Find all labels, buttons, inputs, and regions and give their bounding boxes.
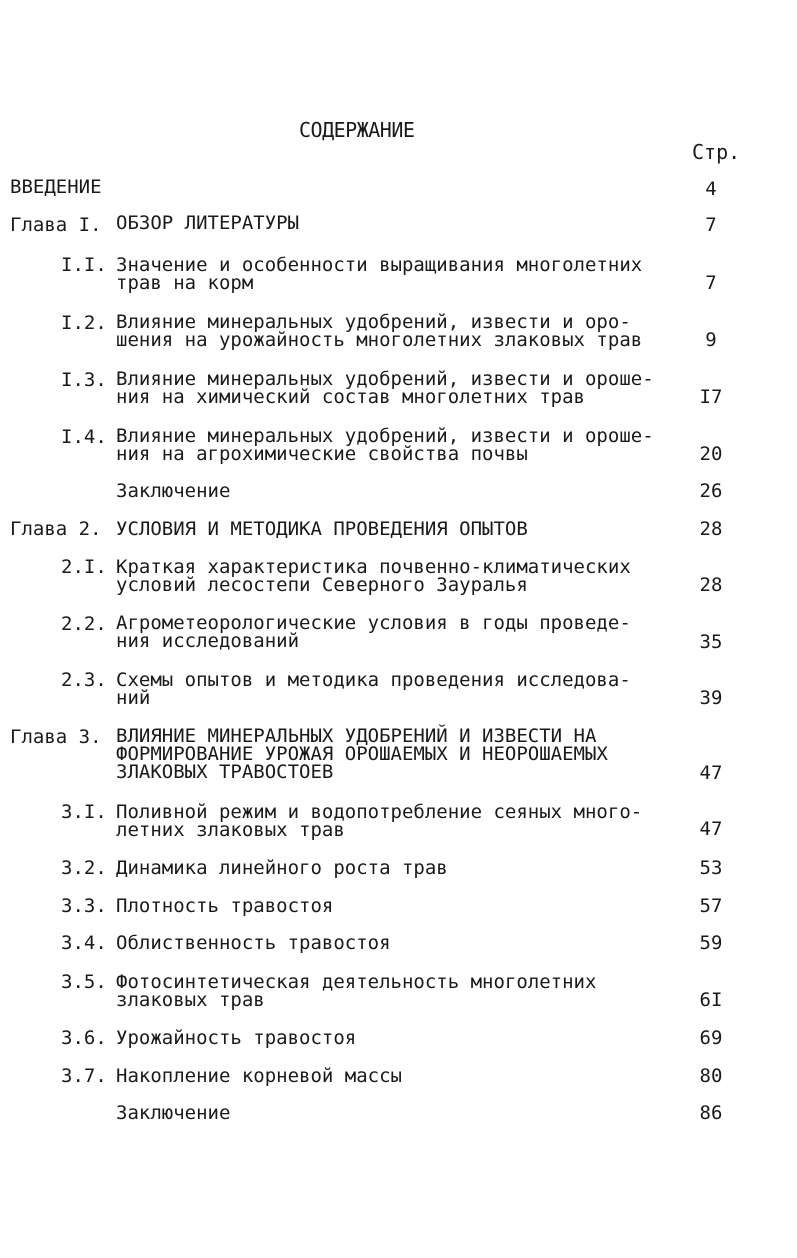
toc-section-2-2-page: 35: [699, 631, 723, 653]
toc-section-3-3-line-1: Плотность травостоя: [116, 895, 334, 917]
toc-section-1-4-number: I.4.: [61, 426, 107, 448]
toc-section-1-2-line-2: шения на урожайность многолетних злаковых трав: [116, 329, 643, 351]
toc-chapter-1-conclusion-page: 26: [699, 480, 723, 502]
toc-section-1-4-line-1: Влияние минеральных удобрений, извести и ороше-: [116, 425, 654, 447]
toc-section-3-7-number: 3.7.: [61, 1065, 107, 1087]
toc-section-3-6-number: 3.6.: [61, 1027, 107, 1049]
page-title: СОДЕРЖАНИЕ: [299, 118, 415, 142]
toc-chapter-3-conclusion-page: 86: [699, 1102, 723, 1124]
toc-entry-introduction-label: ВВЕДЕНИЕ: [10, 176, 102, 198]
toc-chapter-1-page: 7: [705, 214, 717, 236]
toc-section-1-1-page: 7: [705, 272, 717, 294]
toc-section-3-2-page: 53: [699, 857, 723, 879]
toc-section-3-6-page: 69: [699, 1027, 723, 1049]
toc-section-3-3-page: 57: [699, 895, 723, 917]
toc-section-3-4-page: 59: [699, 932, 723, 954]
toc-section-1-1-line-1: Значение и особенности выращивания многолетних: [116, 254, 643, 276]
toc-section-3-5-page: 6I: [699, 989, 723, 1011]
page-column-label: Стр.: [692, 140, 741, 164]
toc-section-1-4-page: 20: [699, 443, 723, 465]
toc-section-3-5-number: 3.5.: [61, 971, 107, 993]
toc-section-2-3-page: 39: [699, 687, 723, 709]
toc-chapter-1-title: ОБЗОР ЛИТЕРАТУРЫ: [116, 212, 300, 234]
toc-chapter-3-title-line-1: ВЛИЯНИЕ МИНЕРАЛЬНЫХ УДОБРЕНИЙ И ИЗВЕСТИ НА: [116, 725, 597, 747]
toc-section-2-1-page: 28: [699, 574, 723, 596]
toc-section-1-1-number: I.I.: [61, 254, 107, 276]
toc-section-1-4-line-2: ния на агрохимические свойства почвы: [116, 443, 528, 465]
toc-section-2-1-line-1: Краткая характеристика почвенно-климатических: [116, 556, 631, 578]
toc-chapter-2-page: 28: [699, 518, 723, 540]
toc-section-2-3-number: 2.3.: [61, 669, 107, 691]
toc-section-2-2-line-1: Агрометеорологические условия в годы проведе-: [116, 612, 631, 634]
toc-section-3-3-number: 3.3.: [61, 895, 107, 917]
toc-chapter-3-page: 47: [699, 762, 723, 784]
toc-section-3-4-line-1: Облиственность травостоя: [116, 932, 391, 954]
toc-section-3-5-line-2: злаковых трав: [116, 989, 265, 1011]
toc-section-3-2-line-1: Динамика линейного роста трав: [116, 857, 448, 879]
toc-section-2-3-line-1: Схемы опытов и методика проведения исследова-: [116, 669, 631, 691]
toc-section-1-2-page: 9: [705, 329, 717, 351]
toc-section-2-1-line-2: условий лесостепи Северного Зауралья: [116, 574, 528, 596]
toc-section-1-1-line-2: трав на корм: [116, 272, 254, 294]
toc-chapter-2-number: Глава 2.: [10, 518, 102, 540]
toc-section-1-3-line-1: Влияние минеральных удобрений, извести и ороше-: [116, 368, 654, 390]
toc-section-1-3-page: I7: [699, 386, 723, 408]
toc-section-2-2-line-2: ния исследований: [116, 630, 300, 652]
toc-chapter-2-title: УСЛОВИЯ И МЕТОДИКА ПРОВЕДЕНИЯ ОПЫТОВ: [116, 518, 528, 540]
toc-section-3-7-line-1: Накопление корневой массы: [116, 1065, 402, 1087]
toc-section-3-5-line-1: Фотосинтетическая деятельность многолетних: [116, 971, 597, 993]
toc-section-3-7-page: 80: [699, 1065, 723, 1087]
toc-chapter-3-title-line-2: ФОРМИРОВАНИЕ УРОЖАЯ ОРОШАЕМЫХ И НЕОРОШАЕМЫХ: [116, 743, 608, 765]
toc-section-3-1-line-2: летних злаковых трав: [116, 819, 345, 841]
toc-section-3-6-line-1: Урожайность травостоя: [116, 1027, 357, 1049]
toc-chapter-1-number: Глава I.: [10, 214, 102, 236]
toc-chapter-3-conclusion: Заключение: [116, 1102, 231, 1124]
toc-entry-introduction-page: 4: [705, 178, 717, 200]
toc-chapter-3-number: Глава 3.: [10, 726, 102, 748]
toc-chapter-3-title-line-3: ЗЛАКОВЫХ ТРАВОСТОЕВ: [116, 761, 334, 783]
toc-section-2-2-number: 2.2.: [61, 613, 107, 635]
toc-section-1-2-line-1: Влияние минеральных удобрений, извести и оро-: [116, 311, 631, 333]
toc-chapter-1-conclusion: Заключение: [116, 480, 231, 502]
toc-section-3-1-number: 3.I.: [61, 801, 107, 823]
toc-section-3-4-number: 3.4.: [61, 932, 107, 954]
toc-section-2-3-line-2: ний: [116, 687, 151, 709]
toc-section-3-1-line-1: Поливной режим и водопотребление сеяных много-: [116, 801, 643, 823]
toc-section-1-3-number: I.3.: [61, 369, 107, 391]
toc-section-3-2-number: 3.2.: [61, 857, 107, 879]
toc-section-2-1-number: 2.I.: [61, 556, 107, 578]
toc-section-1-3-line-2: ния на химический состав многолетних трав: [116, 386, 585, 408]
toc-section-3-1-page: 47: [699, 818, 723, 840]
toc-section-1-2-number: I.2.: [61, 312, 107, 334]
